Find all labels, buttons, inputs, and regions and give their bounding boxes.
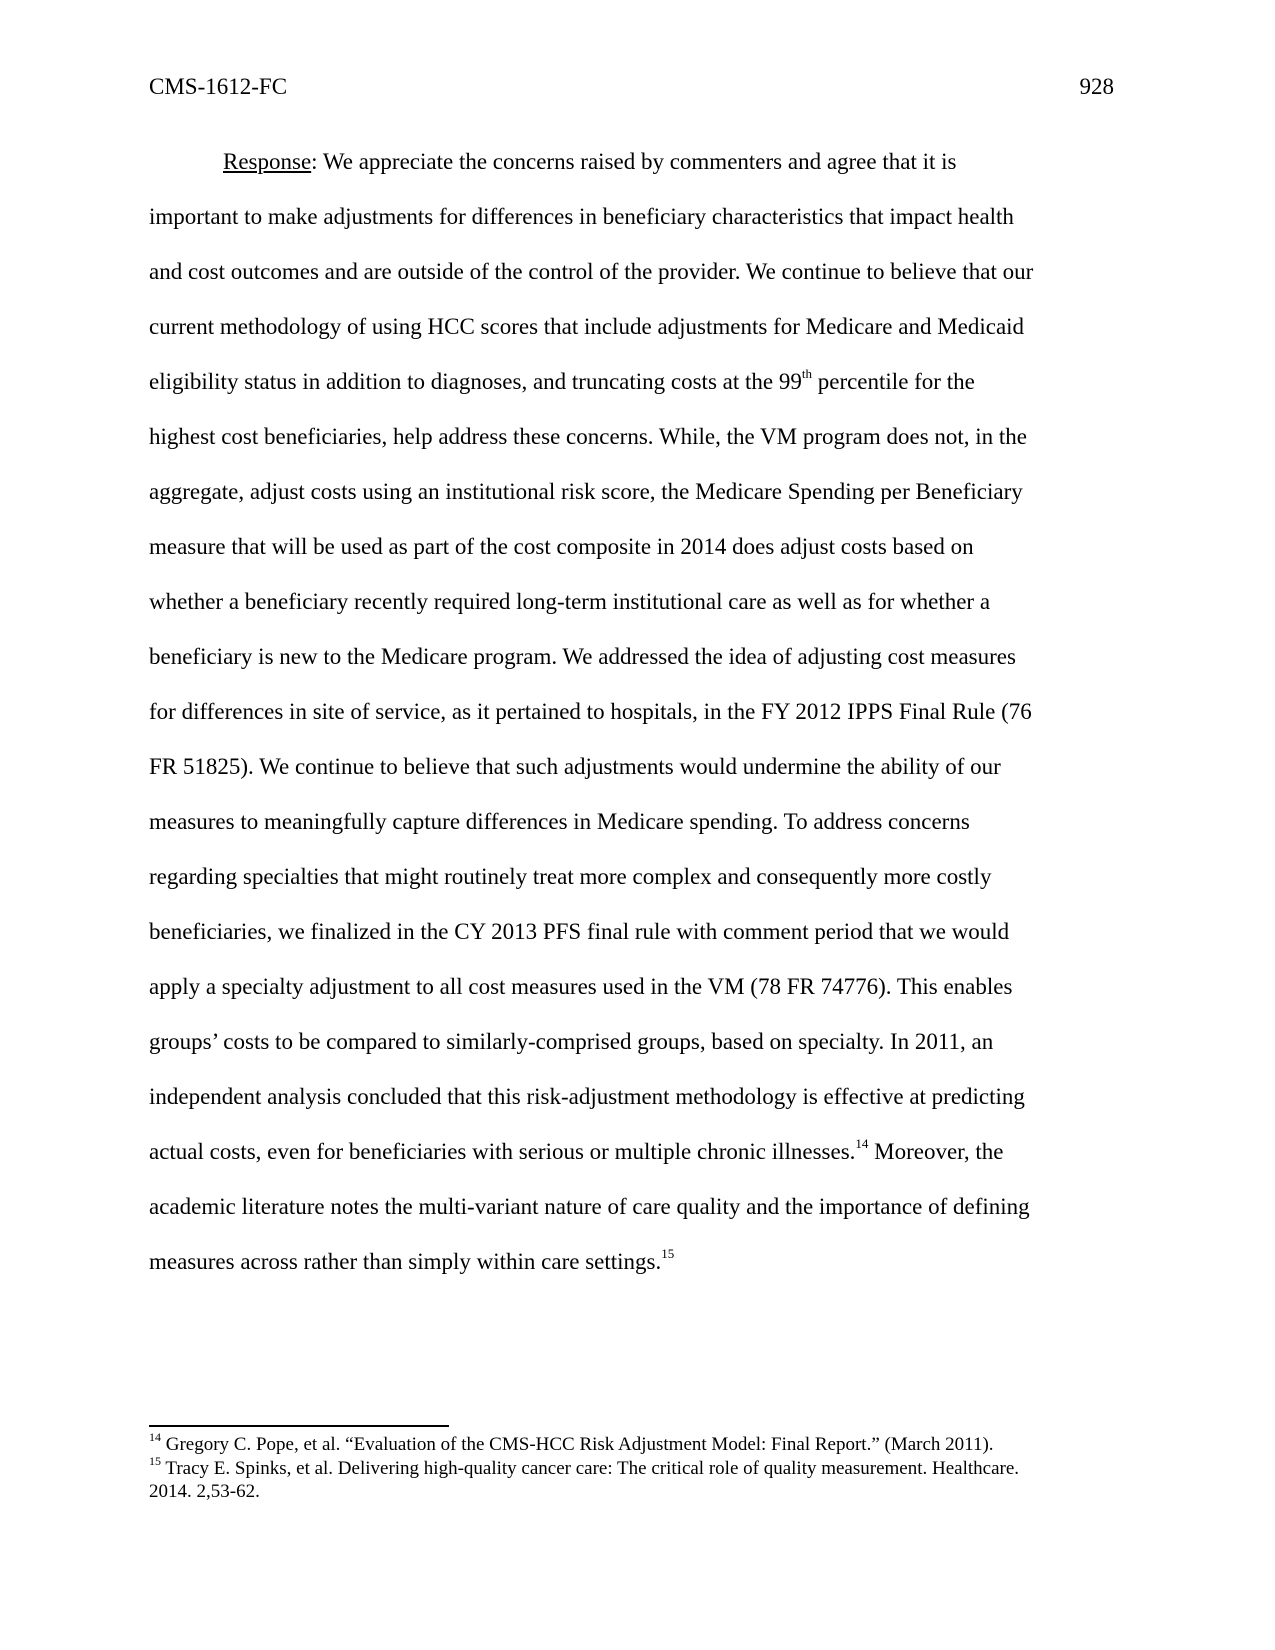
body-line-14: regarding specialties that might routinely treat more complex and consequently more costly <box>149 864 992 889</box>
body-text: eligibility status in addition to diagnoses, and truncating costs at the 99 <box>149 369 802 394</box>
body-line-1 <box>223 148 1203 176</box>
footnote-marker: 14 <box>149 1429 161 1444</box>
body-line-20: academic literature notes the multi-variant nature of care quality and the importance of defining <box>149 1194 1030 1219</box>
body-line-10: beneficiary is new to the Medicare program. We addressed the idea of adjusting cost measures <box>149 644 1016 669</box>
page-number: 928 <box>1079 74 1114 99</box>
body-line-21 <box>149 1248 1129 1276</box>
body-line-11: for differences in site of service, as it pertained to hospitals, in the FY 2012 IPPS Final Rule (76 <box>149 699 1032 724</box>
footnote-text: Tracy E. Spinks, et al. Delivering high-quality cancer care: The critical role of quality measurement. Healthcare. <box>161 1458 1020 1479</box>
body-line-17: groups’ costs to be compared to similarly-comprised groups, based on specialty. In 2011, an <box>149 1029 994 1054</box>
body-line-15: beneficiaries, we finalized in the CY 2013 PFS final rule with comment period that we would <box>149 919 1010 944</box>
body-line-12: FR 51825). We continue to believe that such adjustments would undermine the ability of our <box>149 754 1001 779</box>
body-text: measures across rather than simply within care settings. <box>149 1249 662 1274</box>
response-label: Response <box>223 149 312 174</box>
body-text: : We appreciate the concerns raised by commenters and agree that it is <box>311 149 957 174</box>
footnote-15 <box>149 1453 1129 1480</box>
body-line-13: measures to meaningfully capture differences in Medicare spending. To address concerns <box>149 809 970 834</box>
body-text: actual costs, even for beneficiaries with serious or multiple chronic illnesses. <box>149 1139 856 1164</box>
body-line-9: whether a beneficiary recently required long-term institutional care as well as for whether a <box>149 589 991 614</box>
body-line-7: aggregate, adjust costs using an institutional risk score, the Medicare Spending per Beneficiary <box>149 479 1023 504</box>
body-line-19 <box>149 1138 1129 1166</box>
body-text: Moreover, the <box>868 1139 1004 1164</box>
footnote-14 <box>149 1429 1129 1456</box>
footnote-marker: 15 <box>149 1453 161 1468</box>
body-text: percentile for the <box>811 369 975 394</box>
body-line-2: important to make adjustments for differences in beneficiary characteristics that impact health <box>149 204 1014 229</box>
footnote-ref-14[interactable]: 14 <box>855 1136 869 1152</box>
body-line-5 <box>149 368 1129 396</box>
body-line-8: measure that will be used as part of the cost composite in 2014 does adjust costs based on <box>149 534 974 559</box>
document-id-header: CMS-1612-FC <box>149 74 288 99</box>
footnote-ref-15[interactable]: 15 <box>661 1246 675 1262</box>
body-line-16: apply a specialty adjustment to all cost measures used in the VM (78 FR 74776). This enables <box>149 974 1013 999</box>
body-line-6: highest cost beneficiaries, help address these concerns. While, the VM program does not, in the <box>149 424 1028 449</box>
body-line-18: independent analysis concluded that this risk-adjustment methodology is effective at predicting <box>149 1084 1025 1109</box>
footnote-15-continuation: 2014. 2,53-62. <box>149 1481 260 1502</box>
footnote-text: Gregory C. Pope, et al. “Evaluation of the CMS-HCC Risk Adjustment Model: Final Report.” (March 2011). <box>161 1434 994 1455</box>
footnote-separator <box>149 1425 449 1427</box>
body-line-4: current methodology of using HCC scores that include adjustments for Medicare and Medicaid <box>149 314 1025 339</box>
body-line-3: and cost outcomes and are outside of the control of the provider. We continue to believe that our <box>149 259 1034 284</box>
ordinal-superscript: th <box>801 366 812 382</box>
